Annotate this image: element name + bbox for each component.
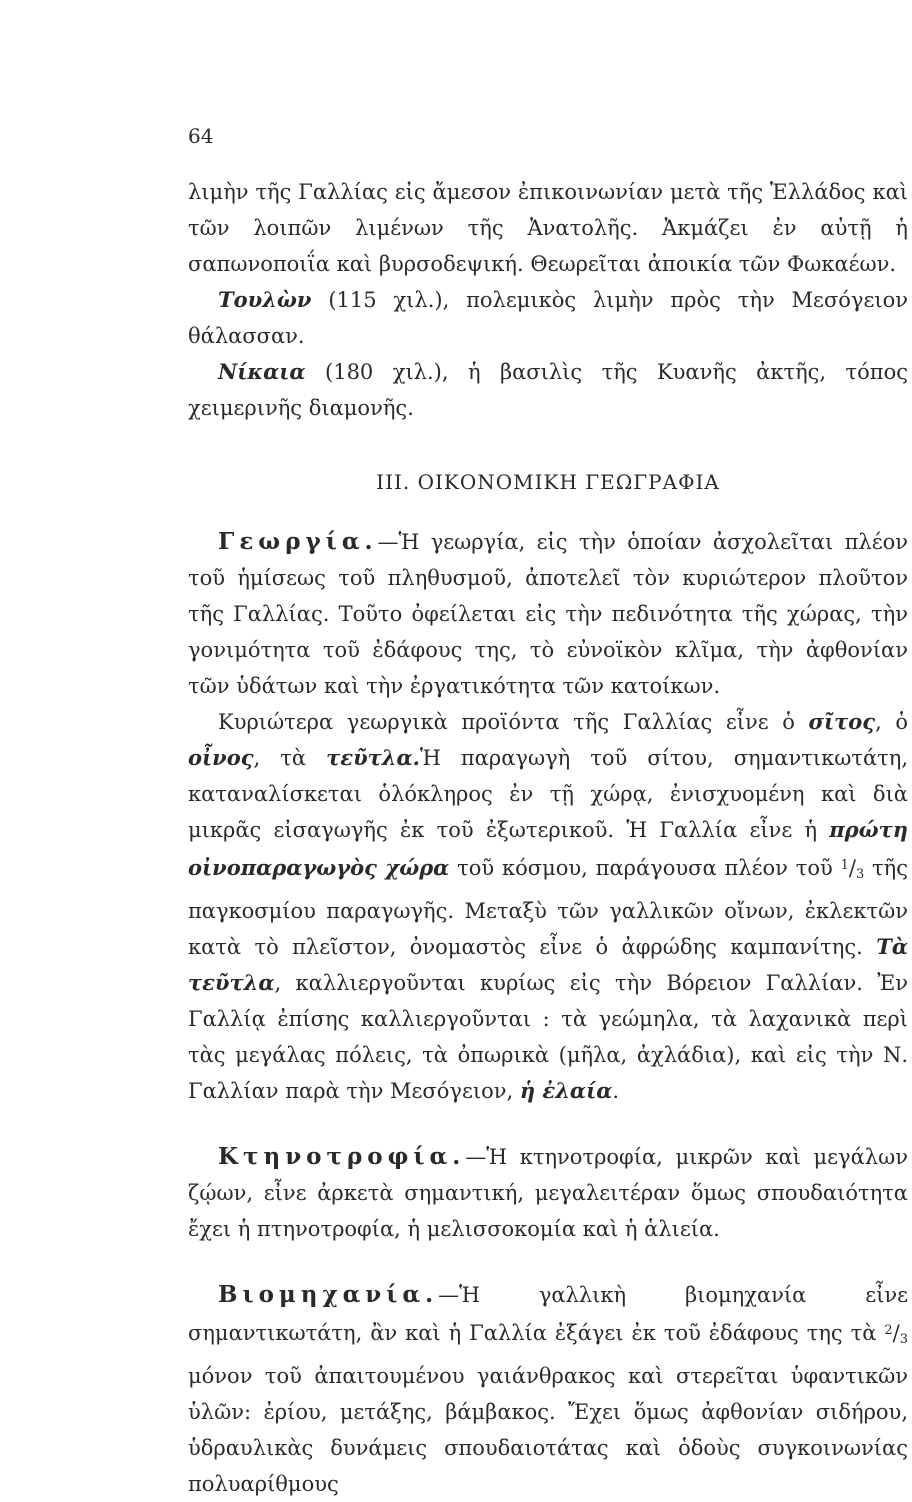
paragraph-toulon xyxy=(188,282,908,354)
paragraph-text: (115 χιλ.), πολεμικὸς λιμὴν πρὸς τὴν Μεσόγειον θάλασσαν. xyxy=(188,288,908,348)
paragraph-products xyxy=(188,704,908,1109)
heading-agriculture: Γεωργία. xyxy=(218,528,378,555)
fraction-slash: / xyxy=(892,1321,900,1345)
section-title: III. ΟΙΚΟΝΟΜΙΚΗ ΓΕΩΓΡΑΦΙΑ xyxy=(376,470,720,494)
paragraph-nice xyxy=(188,354,908,426)
fraction-denominator: 3 xyxy=(899,1332,908,1347)
paragraph-text: λιμὴν τῆς Γαλλίας εἰς ἄμεσον ἐπικοινωνίαν μετὰ τῆς Ἑλλάδος καὶ τῶν λοιπῶν λιμένων τῆς Ἀνατολῆς. Ἀκμάζει ἐν αὐτῇ ἡ σαπωνοποιΐα καὶ βυρσοδεψική. Θεωρεῖται ἀποικία τῶν Φωκαέων. xyxy=(188,180,908,276)
book-page xyxy=(188,118,908,1502)
text-segment: Κυριώτερα γεωργικὰ προϊόντα τῆς Γαλλίας εἶνε ὁ xyxy=(218,710,809,734)
term-nice: Νίκαια xyxy=(218,359,306,384)
paragraph-industry xyxy=(188,1277,908,1502)
text-segment: , ὁ xyxy=(875,710,908,734)
text-segment: , τὰ xyxy=(253,746,327,770)
text-segment: μόνον τοῦ ἀπαιτουμένου γαιάνθρακος καὶ στερεῖται ὑφαντικῶν ὑλῶν: ἐρίου, μετάξης, βάμβακος. Ἔχει ὅμως ἀφθονίαν σιδήρου, ὑδραυλικὰς δυνάμεις σπουδαιοτάτας καὶ ὁδοὺς συγκοινωνίας πολυαρίθμους xyxy=(188,1364,908,1496)
text-segment: , καλλιεργοῦνται κυρίως εἰς τὴν Βόρειον Γαλλίαν. Ἐν Γαλλίᾳ ἐπίσης καλλιεργοῦνται : τὰ γεώμηλα, τὰ λαχανικὰ περὶ τὰς μεγάλας πόλεις, τὰ ὀπωρικὰ (μῆλα, ἀχλάδια), καὶ εἰς τὴν Ν. Γαλλίαν παρὰ τὴν Μεσόγειον, xyxy=(188,971,908,1103)
text-segment: . xyxy=(612,1079,620,1103)
term-first-wine-country: πρώτη οἰνοπαραγωγὸς χώρα xyxy=(188,817,908,880)
paragraph-agriculture xyxy=(188,524,908,704)
fraction-numerator: 1 xyxy=(840,858,849,873)
heading-livestock: Κτηνοτροφία. xyxy=(218,1143,466,1170)
fraction-slash: / xyxy=(848,856,856,880)
paragraph-text: —Ἡ γεωργία, εἰς τὴν ὁποίαν ἀσχολεῖται πλέον τοῦ ἡμίσεως τοῦ πληθυσμοῦ, ἀποτελεῖ τὸν κυριώτερον πλοῦτον τῆς Γαλλίας. Τοῦτο ὀφείλεται εἰς τὴν πεδινότητα τῆς χώρας, τὴν γονιμότητα τοῦ ἐδάφους της, τὸ εὐνοϊκὸν κλῖμα, τὴν ἀφθονίαν τῶν ὑδάτων καὶ τὴν ἐργατικότητα τῶν κατοίκων. xyxy=(188,530,908,698)
term-beets-2: Τὰ τεῦτλα xyxy=(188,934,908,995)
page-number-row xyxy=(188,118,908,154)
term-wheat: σῖτος xyxy=(808,709,876,734)
page-number: 64 xyxy=(188,124,214,148)
spacer xyxy=(188,1247,908,1277)
text-segment: τοῦ κόσμου, παράγουσα πλέον τοῦ xyxy=(449,856,841,880)
text-segment: Ἡ παραγωγὴ τοῦ σίτου, σημαντικωτάτη, καταναλίσκεται ὁλόκληρος ἐν τῇ χώρᾳ, ἐνισχυομένη καὶ διὰ μικρᾶς εἰσαγωγῆς ἐκ τοῦ ἐξωτερικοῦ. Ἡ Γαλλία εἶνε ἡ xyxy=(188,746,908,842)
fraction-numerator: 2 xyxy=(884,1323,893,1338)
spacer xyxy=(188,1109,908,1139)
paragraph-marseille xyxy=(188,174,908,282)
term-beets: τεῦτλα. xyxy=(326,745,420,770)
text-segment: τῆς παγκοσμίου παραγωγῆς. Μεταξὺ τῶν γαλλικῶν οἴνων, ἐκλεκτῶν κατὰ τὸ πλεῖστον, ὀνομαστὸς εἶνε ὁ ἀφρώδης καμπανίτης. xyxy=(188,856,909,959)
term-olive: ἡ ἐλαία xyxy=(519,1078,613,1103)
fraction-denominator: 3 xyxy=(855,867,865,882)
term-toulon: Τουλὼν xyxy=(218,287,312,312)
paragraph-text: (180 χιλ.), ἡ βασιλὶς τῆς Κυανῆς ἀκτῆς, τόπος χειμερινῆς διαμονῆς. xyxy=(188,360,908,420)
heading-industry: Βιομηχανία. xyxy=(218,1281,439,1308)
term-wine: οἶνος xyxy=(188,745,254,770)
text-segment: —Ἡ γαλλικὴ βιομηχανία εἶνε σημαντικωτάτη, ἂν καὶ ἡ Γαλλία ἐξάγει ἐκ τοῦ ἐδάφους της τὰ xyxy=(188,1283,908,1345)
paragraph-livestock xyxy=(188,1139,908,1247)
paragraph-text: —Ἡ κτηνοτροφία, μικρῶν καὶ μεγάλων ζῴων, εἶνε ἀρκετὰ σημαντική, μεγαλειτέραν ὅμως σπουδαιότητα ἔχει ἡ πτηνοτροφία, ἡ μελισσοκομία καὶ ἡ ἁλιεία. xyxy=(188,1145,908,1241)
